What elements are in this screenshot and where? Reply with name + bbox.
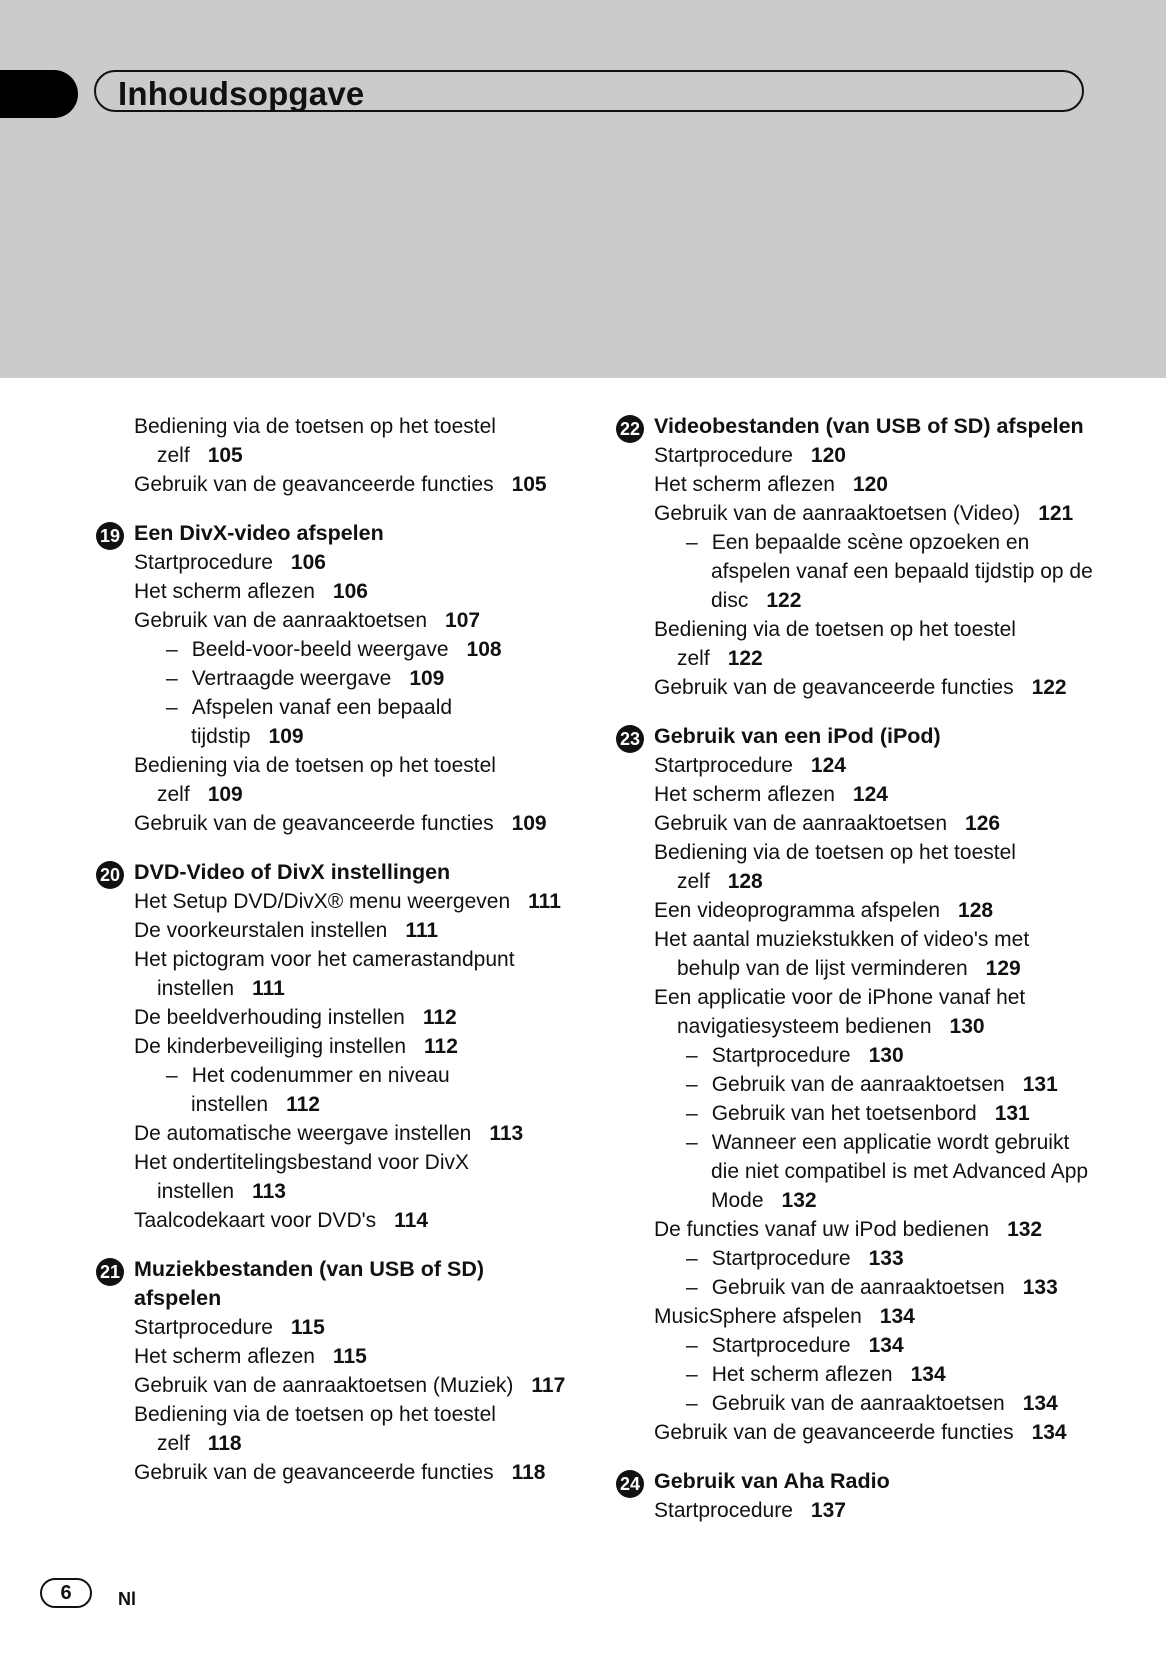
- toc-entry[interactable]: [616, 470, 1096, 499]
- toc-entry[interactable]: [616, 1496, 1096, 1525]
- entry-page-number: 120: [852, 473, 888, 496]
- toc-entry[interactable]: [96, 1206, 566, 1235]
- dash-marker: –: [686, 1044, 698, 1067]
- section-heading: [96, 858, 566, 887]
- entry-text: Het scherm aflezen: [654, 473, 835, 496]
- toc-subentry[interactable]: [616, 528, 1096, 615]
- toc-entry[interactable]: [616, 441, 1096, 470]
- entry-page-number: 124: [810, 754, 846, 777]
- entry-page-number: 112: [422, 1006, 457, 1029]
- entry-page-number: 111: [252, 977, 285, 1000]
- section-title: Gebruik van een iPod (iPod): [654, 724, 941, 748]
- entry-text: Gebruik van de aanraaktoetsen: [654, 812, 948, 835]
- toc-section: [616, 1467, 1096, 1525]
- dash-marker: –: [166, 696, 178, 719]
- entry-text: Beeld-voor-beeld weergave: [191, 638, 449, 661]
- entry-page-number: 113: [252, 1180, 286, 1203]
- toc-subentry[interactable]: [616, 1099, 1096, 1128]
- entry-text: Een applicatie voor de iPhone vanaf het navigatiesysteem bedienen: [654, 986, 1026, 1038]
- entry-text: Gebruik van de aanraaktoetsen (Muziek): [134, 1374, 514, 1397]
- entry-page-number: 133: [868, 1247, 904, 1270]
- entry-page-number: 131: [1022, 1073, 1058, 1096]
- toc-subentry[interactable]: [616, 1389, 1096, 1418]
- toc-entry[interactable]: [96, 548, 566, 577]
- toc-entry[interactable]: [96, 1400, 566, 1458]
- toc-entry[interactable]: [96, 916, 566, 945]
- toc-entry[interactable]: [96, 1003, 566, 1032]
- toc-entry[interactable]: [96, 606, 566, 635]
- entry-page-number: 134: [1031, 1421, 1067, 1444]
- entry-text: Startprocedure: [711, 1334, 851, 1357]
- entry-page-number: 132: [781, 1189, 817, 1212]
- chapter-number-badge: 24: [616, 1470, 644, 1498]
- entry-page-number: 120: [810, 444, 846, 467]
- dash-marker: –: [686, 1363, 698, 1386]
- entry-page-number: 115: [290, 1316, 325, 1339]
- toc-entry[interactable]: [616, 983, 1096, 1041]
- toc-entry[interactable]: [616, 751, 1096, 780]
- section-title: Een DivX-video afspelen: [134, 521, 384, 545]
- entry-text: Het scherm aflezen: [711, 1363, 893, 1386]
- chapter-number-badge: 22: [616, 415, 644, 443]
- entry-text: De kinderbeveiliging instellen: [134, 1035, 406, 1058]
- entry-text: Startprocedure: [654, 444, 793, 467]
- entry-text: Startprocedure: [654, 1499, 793, 1522]
- toc-entry[interactable]: [96, 1148, 566, 1206]
- entry-page-number: 109: [268, 725, 304, 748]
- entry-text: Gebruik van het toetsenbord: [711, 1102, 977, 1125]
- entry-page-number: 111: [405, 919, 439, 942]
- header-band: [0, 0, 1166, 378]
- entry-page-number: 128: [727, 870, 763, 893]
- entry-page-number: 126: [965, 812, 1001, 835]
- section-heading: [96, 519, 566, 548]
- entry-text: Bediening via de toetsen op het toestel zelf: [654, 841, 1016, 893]
- toc-entry[interactable]: [616, 838, 1096, 896]
- entry-page-number: 134: [868, 1334, 904, 1357]
- title-frame: [94, 70, 1084, 112]
- chapter-tab: [0, 70, 78, 118]
- entry-text: Het Setup DVD/DivX® menu weergeven: [134, 890, 511, 913]
- entry-page-number: 108: [466, 638, 502, 661]
- entry-page-number: 111: [528, 890, 561, 913]
- toc-subentry[interactable]: [96, 635, 566, 664]
- entry-page-number: 118: [511, 1461, 546, 1484]
- section-title: DVD-Video of DivX instellingen: [134, 860, 451, 884]
- entry-page-number: 109: [207, 783, 243, 806]
- toc-entry[interactable]: [616, 615, 1096, 673]
- dash-marker: –: [686, 1276, 698, 1299]
- entry-text: Gebruik van de aanraaktoetsen: [134, 609, 428, 632]
- entry-text: Startprocedure: [711, 1044, 851, 1067]
- entry-text: Gebruik van de aanraaktoetsen: [711, 1392, 1005, 1415]
- toc-entry[interactable]: [96, 1458, 566, 1487]
- entry-text: Startprocedure: [654, 754, 793, 777]
- entry-page-number: 137: [810, 1499, 846, 1522]
- toc-entry[interactable]: [96, 887, 566, 916]
- toc-subentry[interactable]: [616, 1331, 1096, 1360]
- entry-text: Startprocedure: [134, 1316, 273, 1339]
- entry-text: Wanneer een applicatie wordt gebruikt die niet compatibel is met Advanced App Mode: [711, 1131, 1089, 1212]
- toc-entry[interactable]: [96, 577, 566, 606]
- entry-page-number: 124: [852, 783, 888, 806]
- entry-text: Bediening via de toetsen op het toestel zelf: [134, 415, 496, 467]
- toc-entry[interactable]: [616, 1215, 1096, 1244]
- toc-subentry[interactable]: [616, 1041, 1096, 1070]
- toc-entry[interactable]: [616, 499, 1096, 528]
- entry-page-number: 122: [727, 647, 763, 670]
- entry-page-number: 130: [949, 1015, 985, 1038]
- toc-entry[interactable]: [96, 945, 566, 1003]
- dash-marker: –: [686, 1102, 698, 1125]
- toc-subentry[interactable]: [96, 664, 566, 693]
- dash-marker: –: [686, 1073, 698, 1096]
- toc-entry[interactable]: [96, 809, 566, 838]
- entry-page-number: 131: [994, 1102, 1030, 1125]
- dash-marker: –: [166, 667, 178, 690]
- dash-marker: –: [166, 638, 178, 661]
- entry-text: Het ondertitelingsbestand voor DivX instellen: [134, 1151, 470, 1203]
- page-title: Inhoudsopgave: [118, 75, 365, 112]
- entry-text: De voorkeurstalen instellen: [134, 919, 388, 942]
- language-code: Nl: [118, 1589, 136, 1609]
- entry-page-number: 115: [332, 1345, 367, 1368]
- entry-page-number: 112: [286, 1093, 320, 1116]
- entry-text: Het scherm aflezen: [654, 783, 835, 806]
- toc-entry[interactable]: [96, 470, 566, 499]
- toc-entry[interactable]: [616, 780, 1096, 809]
- dash-marker: –: [686, 1392, 698, 1415]
- entry-page-number: 122: [766, 589, 802, 612]
- entry-text: Het scherm aflezen: [134, 1345, 315, 1368]
- dash-marker: –: [686, 1334, 698, 1357]
- toc-entry[interactable]: [616, 809, 1096, 838]
- entry-page-number: 106: [332, 580, 368, 603]
- dash-marker: –: [686, 531, 698, 554]
- entry-text: Startprocedure: [134, 551, 273, 574]
- section-heading: [616, 412, 1096, 441]
- entry-page-number: 109: [511, 812, 547, 835]
- entry-page-number: 113: [489, 1122, 524, 1145]
- dash-marker: –: [686, 1247, 698, 1270]
- entry-text: Het pictogram voor het camerastandpunt instellen: [134, 948, 515, 1000]
- entry-text: Gebruik van de geavanceerde functies: [134, 473, 494, 496]
- toc-section: [96, 519, 566, 838]
- chapter-number-badge: 23: [616, 725, 644, 753]
- entry-page-number: 117: [531, 1374, 566, 1397]
- entry-page-number: 134: [879, 1305, 915, 1328]
- section-heading: [96, 1255, 566, 1313]
- toc-subentry[interactable]: [616, 1273, 1096, 1302]
- entry-text: Een bepaalde scène opzoeken en afspelen vanaf een bepaald tijdstip op de disc: [711, 531, 1093, 612]
- entry-text: Startprocedure: [711, 1247, 851, 1270]
- toc-entry[interactable]: [616, 1418, 1096, 1447]
- entry-page-number: 114: [394, 1209, 429, 1232]
- toc-section: [96, 412, 566, 499]
- section-heading: [616, 722, 1096, 751]
- entry-page-number: 128: [958, 899, 994, 922]
- page-number: 6: [40, 1578, 92, 1608]
- entry-page-number: 129: [985, 957, 1021, 980]
- entry-text: Het scherm aflezen: [134, 580, 315, 603]
- section-heading: [616, 1467, 1096, 1496]
- toc-entry[interactable]: [96, 1371, 566, 1400]
- entry-text: Gebruik van de geavanceerde functies: [654, 676, 1014, 699]
- entry-text: Een videoprogramma afspelen: [654, 899, 941, 922]
- entry-page-number: 121: [1038, 502, 1074, 525]
- entry-page-number: 133: [1022, 1276, 1058, 1299]
- entry-text: Vertraagde weergave: [191, 667, 392, 690]
- toc-subentry[interactable]: [616, 1128, 1096, 1215]
- entry-text: Het codenummer en niveau instellen: [191, 1064, 450, 1116]
- toc-entry[interactable]: [96, 1119, 566, 1148]
- toc-entry[interactable]: [616, 925, 1096, 983]
- toc-section: [616, 412, 1096, 702]
- section-title: Videobestanden (van USB of SD) afspelen: [654, 414, 1084, 438]
- entry-text: MusicSphere afspelen: [654, 1305, 862, 1328]
- entry-text: Gebruik van de aanraaktoetsen (Video): [654, 502, 1021, 525]
- entry-text: Bediening via de toetsen op het toestel zelf: [134, 754, 496, 806]
- entry-text: Taalcodekaart voor DVD's: [134, 1209, 377, 1232]
- entry-text: De beeldverhouding instellen: [134, 1006, 405, 1029]
- toc-entry[interactable]: [96, 1342, 566, 1371]
- dash-marker: –: [166, 1064, 178, 1087]
- entry-page-number: 122: [1031, 676, 1067, 699]
- entry-text: Gebruik van de aanraaktoetsen: [711, 1073, 1005, 1096]
- entry-text: Het aantal muziekstukken of video's met behulp van de lijst verminderen: [654, 928, 1030, 980]
- toc-subentry[interactable]: [616, 1360, 1096, 1389]
- entry-page-number: 132: [1007, 1218, 1043, 1241]
- entry-page-number: 109: [409, 667, 445, 690]
- toc-subentry[interactable]: [96, 1061, 566, 1119]
- entry-text: Gebruik van de geavanceerde functies: [134, 1461, 494, 1484]
- toc-subentry[interactable]: [616, 1070, 1096, 1099]
- toc-entry[interactable]: [96, 412, 566, 470]
- entry-text: Gebruik van de aanraaktoetsen: [711, 1276, 1005, 1299]
- entry-text: De functies vanaf uw iPod bedienen: [654, 1218, 990, 1241]
- entry-page-number: 105: [207, 444, 243, 467]
- chapter-number-badge: 20: [96, 861, 124, 889]
- toc-column-left: [96, 412, 566, 1507]
- toc-entry[interactable]: [616, 896, 1096, 925]
- entry-text: Gebruik van de geavanceerde functies: [654, 1421, 1014, 1444]
- section-title: Muziekbestanden (van USB of SD) afspelen: [134, 1257, 485, 1310]
- entry-text: Afspelen vanaf een bepaald tijdstip: [191, 696, 453, 748]
- entry-text: Bediening via de toetsen op het toestel zelf: [134, 1403, 496, 1455]
- toc-entry[interactable]: [616, 673, 1096, 702]
- chapter-number-badge: 21: [96, 1258, 124, 1286]
- entry-text: Bediening via de toetsen op het toestel zelf: [654, 618, 1016, 670]
- entry-page-number: 107: [445, 609, 481, 632]
- toc-subentry[interactable]: [96, 693, 566, 751]
- entry-page-number: 134: [1022, 1392, 1058, 1415]
- toc-entry[interactable]: [96, 751, 566, 809]
- toc-entry[interactable]: [96, 1032, 566, 1061]
- entry-page-number: 112: [424, 1035, 458, 1058]
- dash-marker: –: [686, 1131, 698, 1154]
- entry-page-number: 130: [868, 1044, 904, 1067]
- entry-page-number: 105: [511, 473, 547, 496]
- entry-page-number: 106: [290, 551, 326, 574]
- toc-subentry[interactable]: [616, 1244, 1096, 1273]
- entry-page-number: 118: [207, 1432, 242, 1455]
- toc-section: [96, 858, 566, 1235]
- toc-entry[interactable]: [96, 1313, 566, 1342]
- toc-section: [616, 722, 1096, 1447]
- entry-page-number: 134: [910, 1363, 946, 1386]
- entry-text: De automatische weergave instellen: [134, 1122, 472, 1145]
- toc-section: [96, 1255, 566, 1487]
- section-title: Gebruik van Aha Radio: [654, 1469, 890, 1493]
- entry-text: Gebruik van de geavanceerde functies: [134, 812, 494, 835]
- toc-column-right: [616, 412, 1096, 1545]
- chapter-number-badge: 19: [96, 522, 124, 550]
- toc-entry[interactable]: [616, 1302, 1096, 1331]
